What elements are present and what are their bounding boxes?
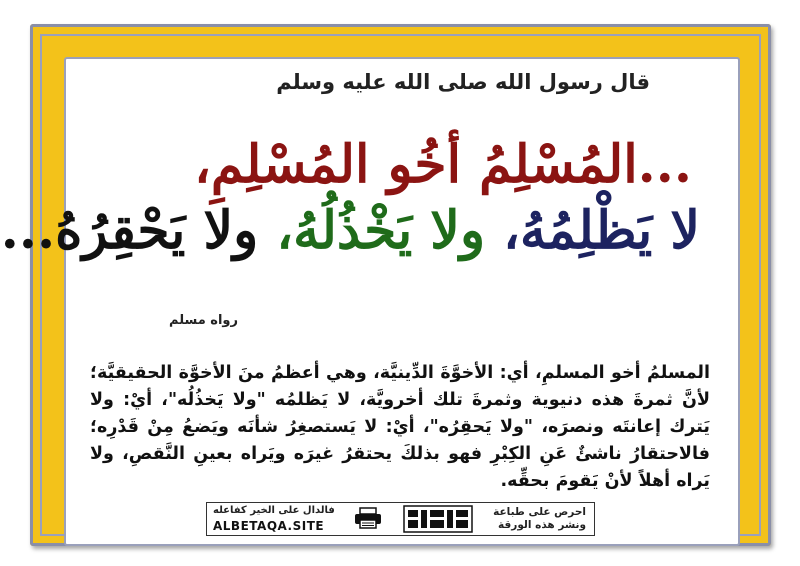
source-text: رواه مسلم <box>169 313 238 328</box>
hadith-line-1: ...المُسْلِمُ أخُو المُسْلِمِ، <box>194 134 692 195</box>
hadith-part-2: ولا يَخْذُلُهُ، <box>276 200 486 261</box>
footer-right-line-2: ونشر هذه الورقة <box>498 519 586 531</box>
hadith-part-1: لا يَظْلِمُهُ، <box>503 200 700 261</box>
header-text: قال رسول الله صلى الله عليه وسلم <box>276 70 650 94</box>
printer-icon <box>354 507 382 529</box>
hadith-part-3: ولا يَحْقِرُهُ... <box>0 200 259 261</box>
footer-site-link[interactable]: ALBETAQA.SITE <box>213 519 325 533</box>
footer-bar <box>206 502 595 536</box>
footer-left-text: فالدال على الخير كفاعله <box>213 505 335 516</box>
footer-right-line-1: احرص على طباعة <box>493 506 586 518</box>
footer-right-text <box>493 506 586 532</box>
explanation-text: المسلمُ أخو المسلمِ، أي: الأخوَّةَ الدِّينيَّة، وهي أعظمُ منَ الأخوَّة الحقيقيَّة؛ لأنَّ ثمرةَ هذه دنيوية وثمرةَ تلك أخرويَّة، لا يَظلمُه "ولا يَخذُلُه"، أيْ: ولا يَترك إعانتَه ونصرَه، "ولا يَحقِرُه"، أيْ: لا يَستصغِرُ شأنَه ويَضعُ مِنْ قَدْرِه؛ فالاحتقارُ ناشئٌ عَنِ الكِبْرِ فهو بذلكَ يحتقرُ غيرَه ويَراه بعينِ النَّقصِ، ولا يَراه أهلاً لأنْ يَقومَ بحقِّه. <box>90 363 710 491</box>
albetaqa-logo <box>403 505 473 533</box>
hadith-line-2 <box>1 200 700 261</box>
